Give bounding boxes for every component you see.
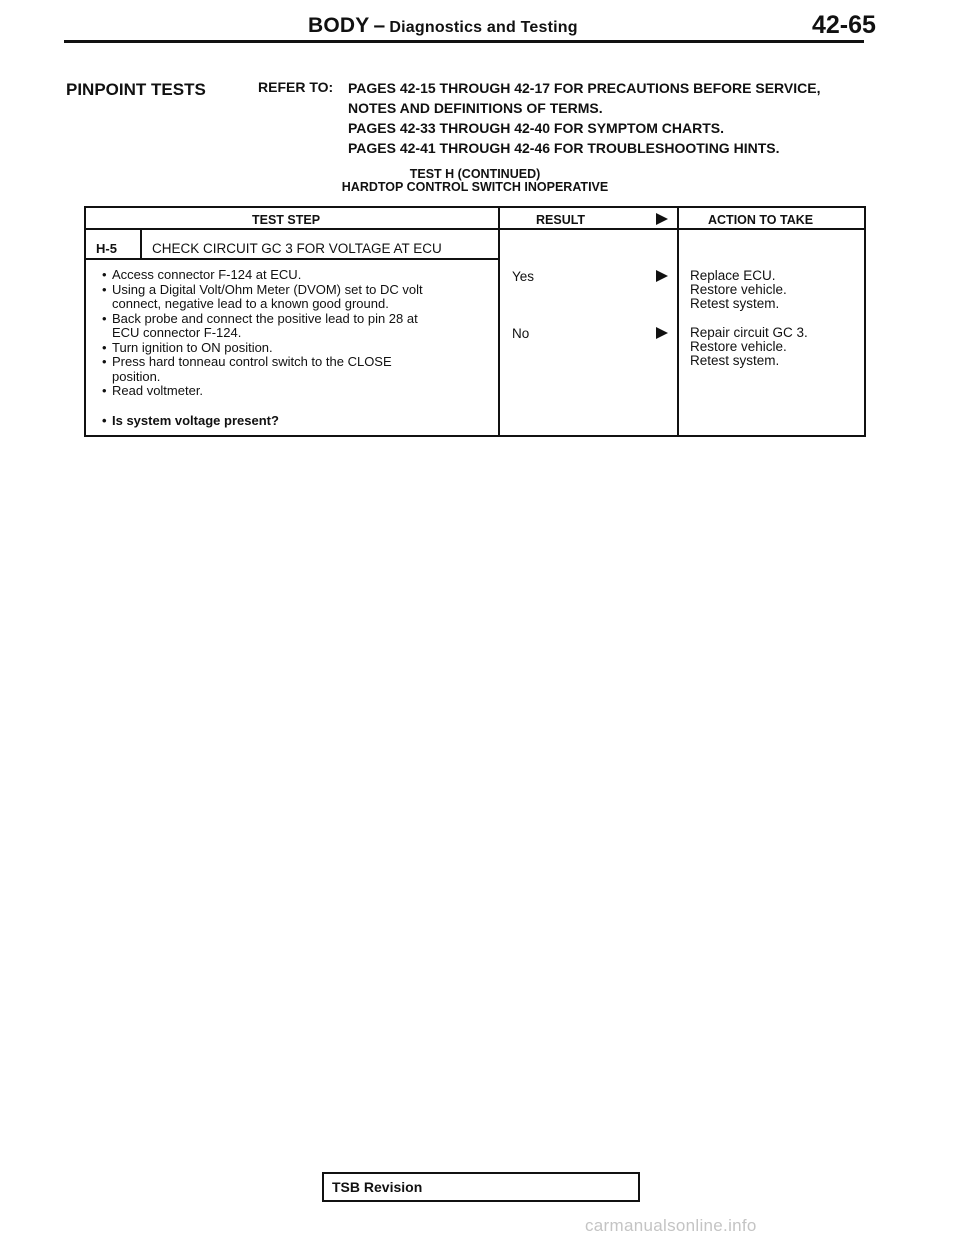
result-arrow-icon — [656, 213, 668, 225]
header-dash: – — [373, 14, 386, 37]
instruction-item: • Turn ignition to ON position. — [102, 341, 492, 356]
reference-line: PAGES 42-15 THROUGH 42-17 FOR PRECAUTIONS BEFORE SERVICE, — [348, 80, 821, 96]
pinpoint-tests-heading: PINPOINT TESTS — [66, 80, 206, 99]
tsb-revision-label: TSB Revision — [332, 1179, 423, 1195]
column-divider — [677, 208, 679, 435]
step-instructions — [102, 268, 492, 399]
tsb-revision-box — [322, 1172, 640, 1202]
reference-list — [348, 78, 820, 158]
step-title-divider — [86, 258, 499, 260]
action-no — [690, 326, 808, 368]
section-name: BODY — [308, 14, 370, 37]
instruction-item: • Read voltmeter. — [102, 384, 492, 399]
page-number: 42-65 — [812, 11, 876, 39]
step-id-divider — [140, 228, 142, 259]
test-title: TEST H (CONTINUED) — [409, 167, 541, 181]
watermark: carmanualsonline.info — [585, 1216, 757, 1235]
reference-line: NOTES AND DEFINITIONS OF TERMS. — [348, 100, 603, 116]
instruction-item: • Back probe and connect the positive lead to pin 28 at — [102, 312, 492, 327]
action-line: Replace ECU. — [690, 268, 776, 283]
test-question: • Is system voltage present? — [102, 413, 279, 428]
column-divider — [498, 208, 500, 435]
action-line: Retest system. — [690, 353, 780, 368]
section-subtitle: Diagnostics and Testing — [389, 19, 578, 36]
step-id: H-5 — [96, 241, 117, 256]
reference-line: PAGES 42-33 THROUGH 42-40 FOR SYMPTOM CHARTS. — [348, 120, 724, 136]
step-title: CHECK CIRCUIT GC 3 FOR VOLTAGE AT ECU — [152, 241, 442, 256]
action-yes — [690, 269, 787, 311]
header-rule — [64, 40, 864, 43]
action-line: Restore vehicle. — [690, 282, 787, 297]
action-line: Restore vehicle. — [690, 339, 787, 354]
diagnostic-table — [84, 206, 866, 437]
column-header-test-step: TEST STEP — [252, 213, 321, 227]
action-line: Retest system. — [690, 296, 780, 311]
instruction-continuation: ECU connector F-124. — [112, 325, 242, 340]
column-header-action: ACTION TO TAKE — [708, 213, 814, 227]
instruction-continuation: connect, negative lead to a known good ground. — [112, 296, 389, 311]
result-arrow-icon — [656, 270, 668, 282]
refer-to-label: REFER TO: — [258, 79, 334, 95]
instruction-item: • Press hard tonneau control switch to the CLOSE — [102, 355, 492, 370]
action-line: Repair circuit GC 3. — [690, 325, 808, 340]
test-subtitle: HARDTOP CONTROL SWITCH INOPERATIVE — [341, 180, 609, 194]
result-arrow-icon — [656, 327, 668, 339]
reference-line: PAGES 42-41 THROUGH 42-46 FOR TROUBLESHOOTING HINTS. — [348, 140, 780, 156]
header-divider — [86, 228, 864, 230]
instruction-item: • Using a Digital Volt/Ohm Meter (DVOM) set to DC volt — [102, 283, 492, 298]
result-yes: Yes — [512, 269, 535, 284]
instruction-continuation: position. — [112, 368, 161, 384]
column-header-result: RESULT — [536, 213, 586, 227]
instruction-item: • Access connector F-124 at ECU. — [102, 268, 492, 283]
page-header-title — [308, 14, 578, 38]
result-no: No — [512, 326, 530, 341]
